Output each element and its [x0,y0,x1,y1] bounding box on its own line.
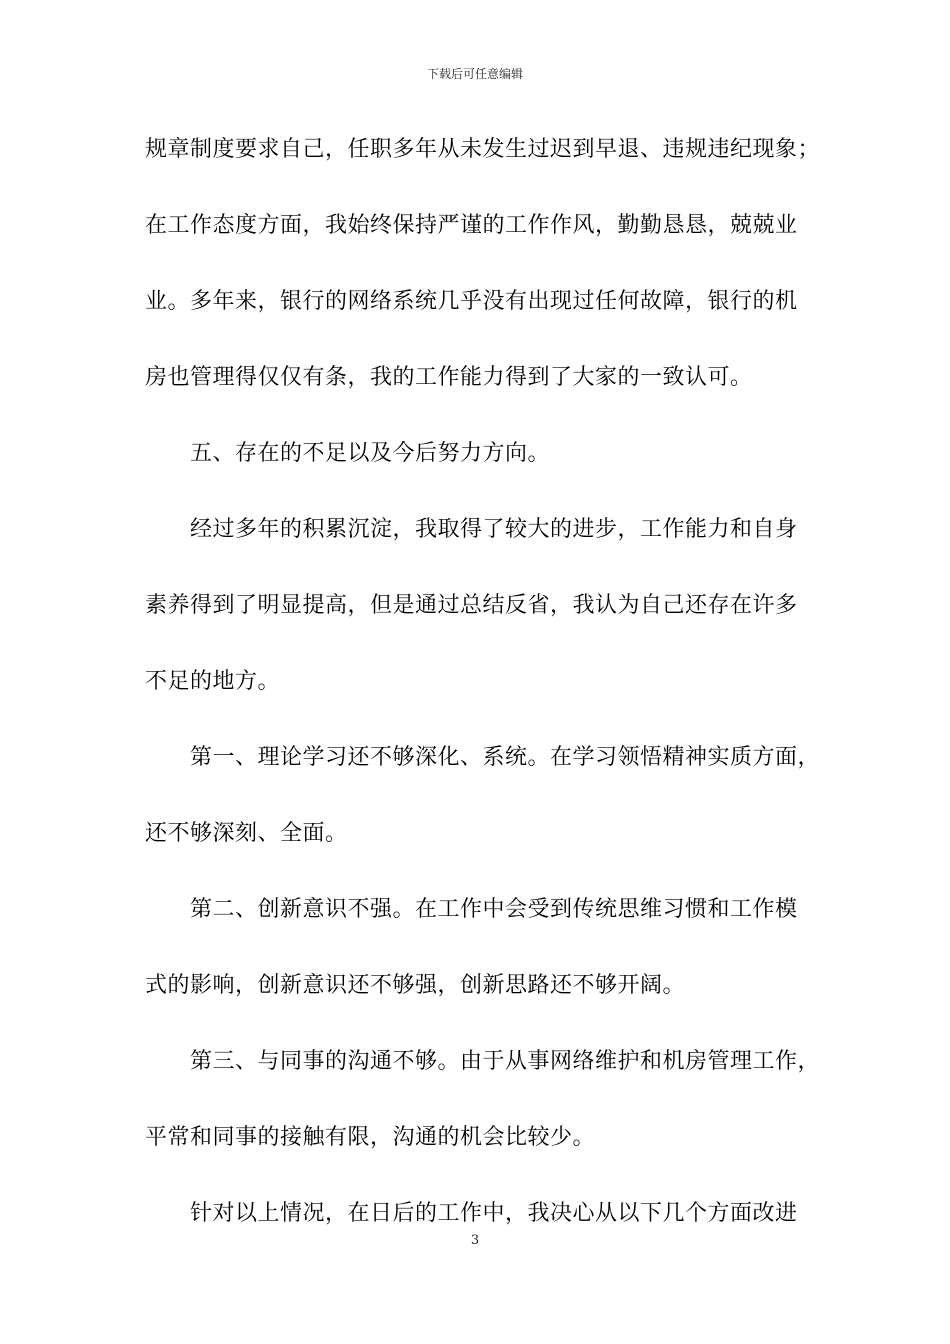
text-line: 在工作态度方面，我始终保持严谨的工作作风，勤勤恳恳，兢兢业 [145,213,798,238]
page-number: 3 [470,1233,480,1248]
text-line: 还不够深刻、全面。 [145,821,348,846]
section-heading: 五、存在的不足以及今后努力方向。 [190,441,551,466]
text-line: 经过多年的积累沉淀，我取得了较大的进步，工作能力和自身 [190,517,798,542]
document-body [145,128,821,1268]
text-line: 房也管理得仅仅有条，我的工作能力得到了大家的一致认可。 [145,365,753,390]
page-header: 下载后可任意编辑 [426,67,523,81]
text-line: 针对以上情况，在日后的工作中，我决心从以下几个方面改进 [190,1201,798,1226]
text-line: 不足的地方。 [145,669,281,694]
text-line: 第一、理论学习还不够深化、系统。在学习领悟精神实质方面， [190,745,821,770]
text-line: 平常和同事的接触有限，沟通的机会比较少。 [145,1125,596,1150]
text-line: 素养得到了明显提高，但是通过总结反省，我认为自己还存在许多 [145,593,798,618]
text-line: 规章制度要求自己，任职多年从未发生过迟到早退、违规违纪现象； [145,137,821,162]
text-line: 第二、创新意识不强。在工作中会受到传统思维习惯和工作模 [190,897,798,922]
text-line: 式的影响，创新意识还不够强，创新思路还不够开阔。 [145,973,686,998]
text-line: 第三、与同事的沟通不够。由于从事网络维护和机房管理工作， [190,1049,821,1074]
text-line: 业。多年来，银行的网络系统几乎没有出现过任何故障，银行的机 [145,289,798,314]
